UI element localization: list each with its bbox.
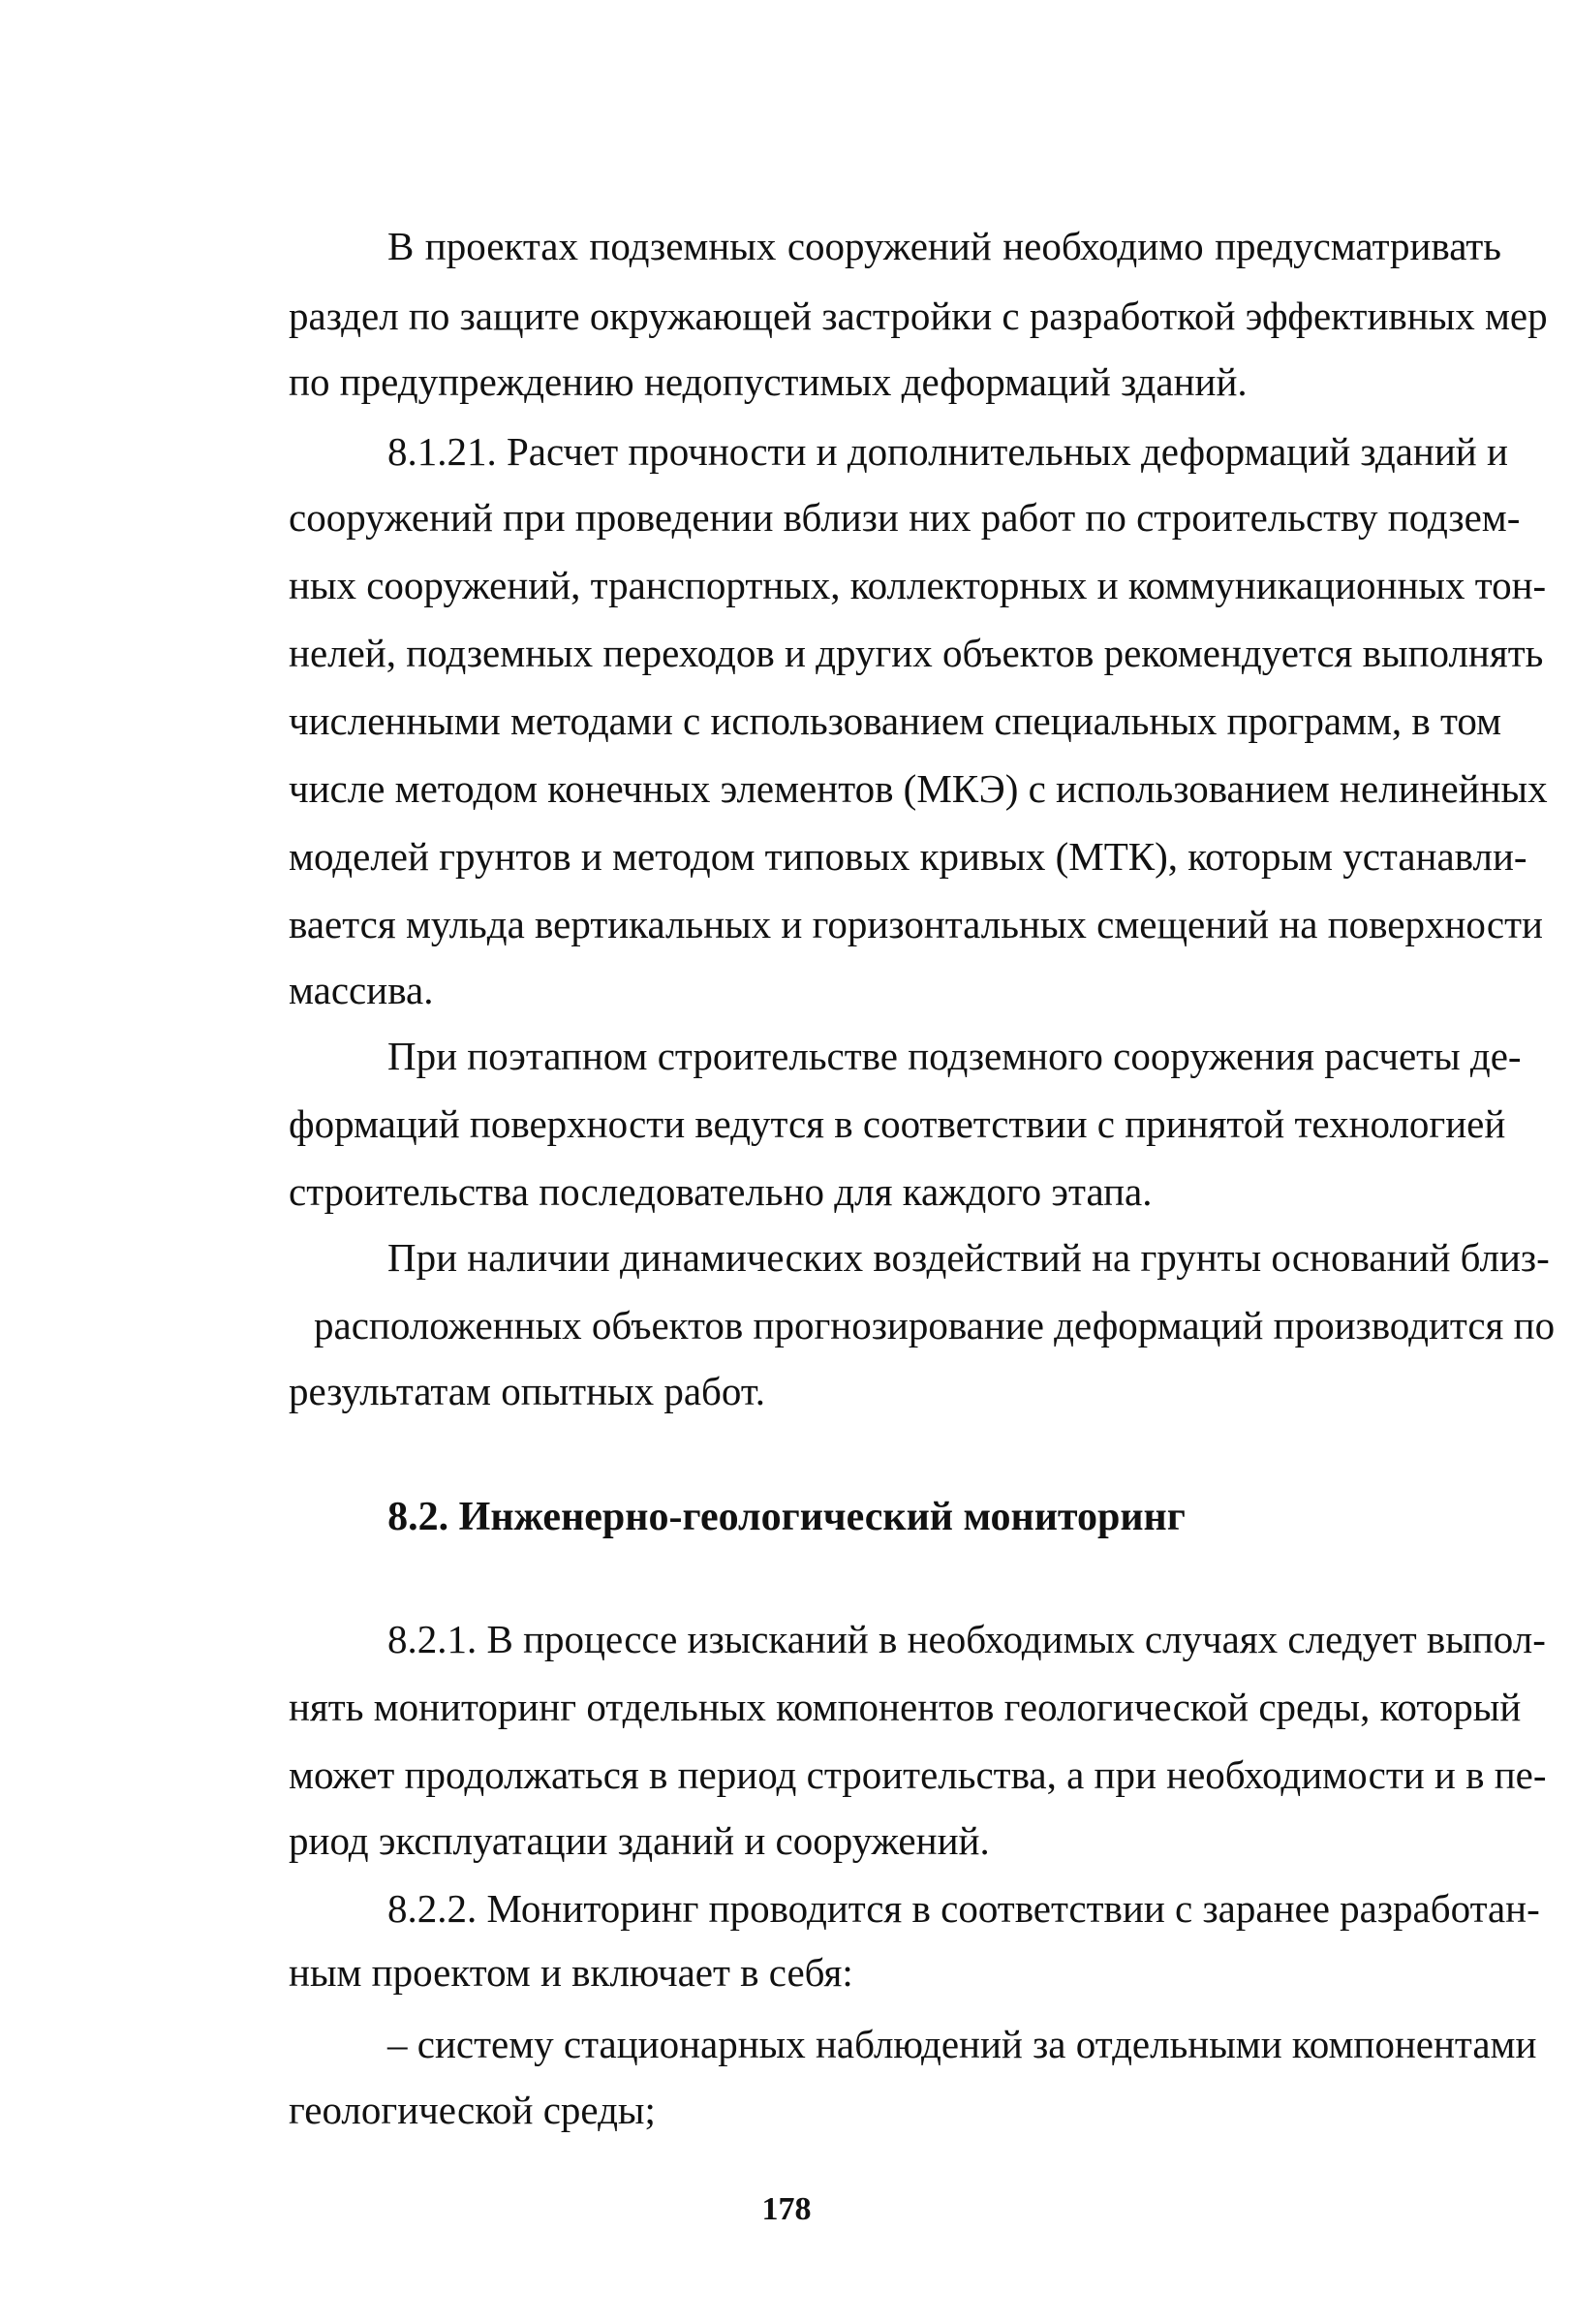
text-line: риод эксплуатации зданий и сооружений. bbox=[289, 1818, 990, 1863]
text-line: 8.2.2. Мониторинг проводится в соответствии с заранее разработан- bbox=[387, 1886, 1540, 1931]
text-line: При наличии динамических воздействий на грунты оснований близ- bbox=[387, 1235, 1550, 1280]
text-line: ных сооружений, транспортных, коллекторных и коммуникационных тон- bbox=[289, 563, 1547, 607]
page-number: 178 bbox=[761, 2191, 812, 2227]
text-line: результатам опытных работ. bbox=[289, 1369, 765, 1413]
text-line: расположенных объектов прогнозирование деформаций производится по bbox=[314, 1303, 1556, 1348]
section-heading: 8.2. Инженерно-геологический мониторинг bbox=[387, 1495, 1186, 1539]
text-line: В проектах подземных сооружений необходимо предусматривать bbox=[387, 224, 1501, 268]
text-line: по предупреждению недопустимых деформаций зданий. bbox=[289, 359, 1248, 404]
text-line: массива. bbox=[289, 968, 434, 1012]
text-line: геологической среды; bbox=[289, 2088, 656, 2132]
text-line: При поэтапном строительстве подземного сооружения расчеты де- bbox=[387, 1034, 1522, 1078]
text-line: вается мульда вертикальных и горизонтальных смещений на поверхности bbox=[289, 902, 1543, 946]
text-line: моделей грунтов и методом типовых кривых (МТК), которым устанавли- bbox=[289, 834, 1527, 879]
text-line: сооружений при проведении вблизи них работ по строительству подзем- bbox=[289, 495, 1521, 540]
text-line: 8.2.1. В процессе изысканий в необходимых случаях следует выпол- bbox=[387, 1617, 1546, 1661]
text-line: ным проектом и включает в себя: bbox=[289, 1950, 853, 1995]
text-line: – систему стационарных наблюдений за отдельными компонентами bbox=[387, 2022, 1537, 2066]
text-line: может продолжаться в период строительства, а при необходимости и в пе- bbox=[289, 1752, 1547, 1797]
text-line: формаций поверхности ведутся в соответствии с принятой технологией bbox=[289, 1101, 1506, 1146]
text-line: 8.1.21. Расчет прочности и дополнительных деформаций зданий и bbox=[387, 429, 1508, 474]
text-line: нелей, подземных переходов и других объектов рекомендуется выполнять bbox=[289, 631, 1544, 675]
text-line: нять мониторинг отдельных компонентов геологической среды, который bbox=[289, 1685, 1522, 1729]
text-line: строительства последовательно для каждого этапа. bbox=[289, 1169, 1153, 1214]
text-line: численными методами с использованием специальных программ, в том bbox=[289, 698, 1502, 743]
text-line: раздел по защите окружающей застройки с разработкой эффективных мер bbox=[289, 294, 1548, 338]
text-line: числе методом конечных элементов (МКЭ) с использованием нелинейных bbox=[289, 766, 1548, 811]
